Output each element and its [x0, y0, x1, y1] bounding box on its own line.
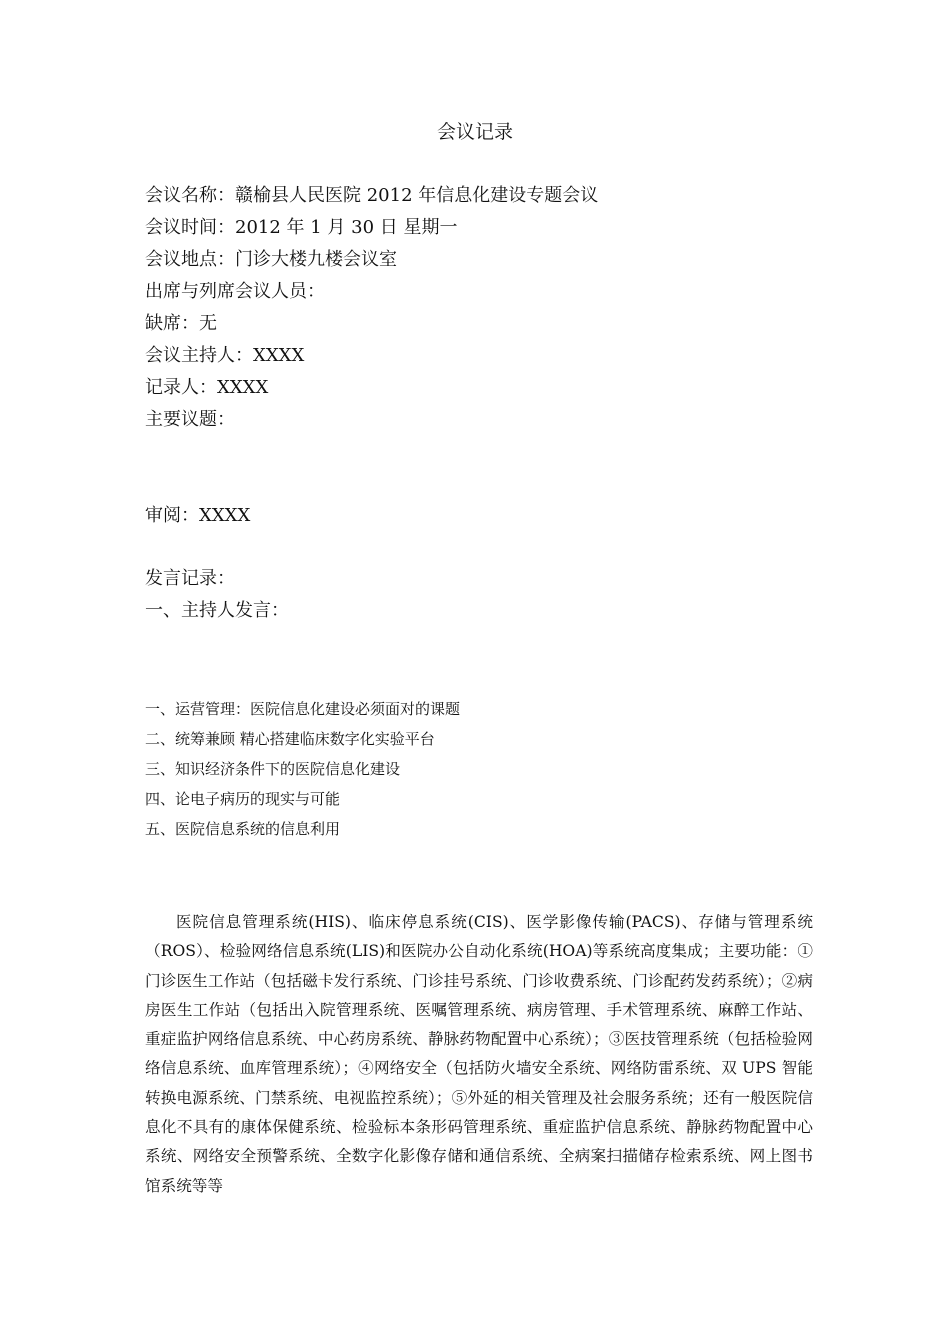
absent-line: 缺席：无 [145, 313, 217, 334]
speech-record-label: 发言记录： [145, 568, 235, 589]
topic-item: 四、论电子病历的现实与可能 [145, 790, 341, 808]
host-speech-label: 一、主持人发言： [145, 600, 289, 621]
host-line: 会议主持人：XXXX [145, 345, 305, 366]
main-topics-label: 主要议题： [145, 409, 235, 430]
topic-item: 二、统筹兼顾 精心搭建临床数字化实验平台 [145, 730, 435, 748]
document-title: 会议记录 [436, 121, 513, 143]
meeting-place: 会议地点：门诊大楼九楼会议室 [145, 249, 397, 270]
topic-item: 三、知识经济条件下的医院信息化建设 [145, 760, 401, 778]
meeting-time: 会议时间：2012 年 1 月 30 日 星期一 [145, 217, 458, 238]
topic-item: 一、运营管理：医院信息化建设必须面对的课题 [145, 700, 461, 718]
recorder-line: 记录人：XXXX [145, 377, 269, 398]
body-paragraph: 医院信息管理系统(HIS)、临床停息系统(CIS)、医学影像传输(PACS)、存储与管理系统（ROS）、检验网络信息系统(LIS)和医院办公自动化系统(HOA)等系统高度集成；主要功能：①门诊医生工作站（包括磁卡发行系统、门诊挂号系统、门诊收费系统、门诊配药发药系统）；②病房医生工作站（包括出入院管理系统、医嘱管理系统、病房管理、手术管理系统、麻醉工作站、重症监护网络信息系统、中心药房系统、静脉药物配置中心系统）；③医技管理系统（包括检验网络信息系统、血库管理系统）；④网络安全（包括防火墙安全系统、网络防雷系统、双 UPS 智能转换电源系统、门禁系统、电视监控系统）；⑤外延的相关管理及社会服务系统；还有一般医院信息化不具有的康体保健系统、检验标本条形码管理系统、重症监护信息系统、静脉药物配置中心系统、网络安全预警系统、全数字化影像存储和通信系统、全病案扫描储存检索系统、网上图书馆系统等等 [145, 913, 813, 1195]
topic-item: 五、医院信息系统的信息利用 [145, 820, 341, 838]
attendees-label: 出席与列席会议人员： [145, 281, 325, 302]
meeting-name: 会议名称：赣榆县人民医院 2012 年信息化建设专题会议 [145, 185, 599, 206]
reviewer-line: 审阅：XXXX [145, 505, 251, 526]
